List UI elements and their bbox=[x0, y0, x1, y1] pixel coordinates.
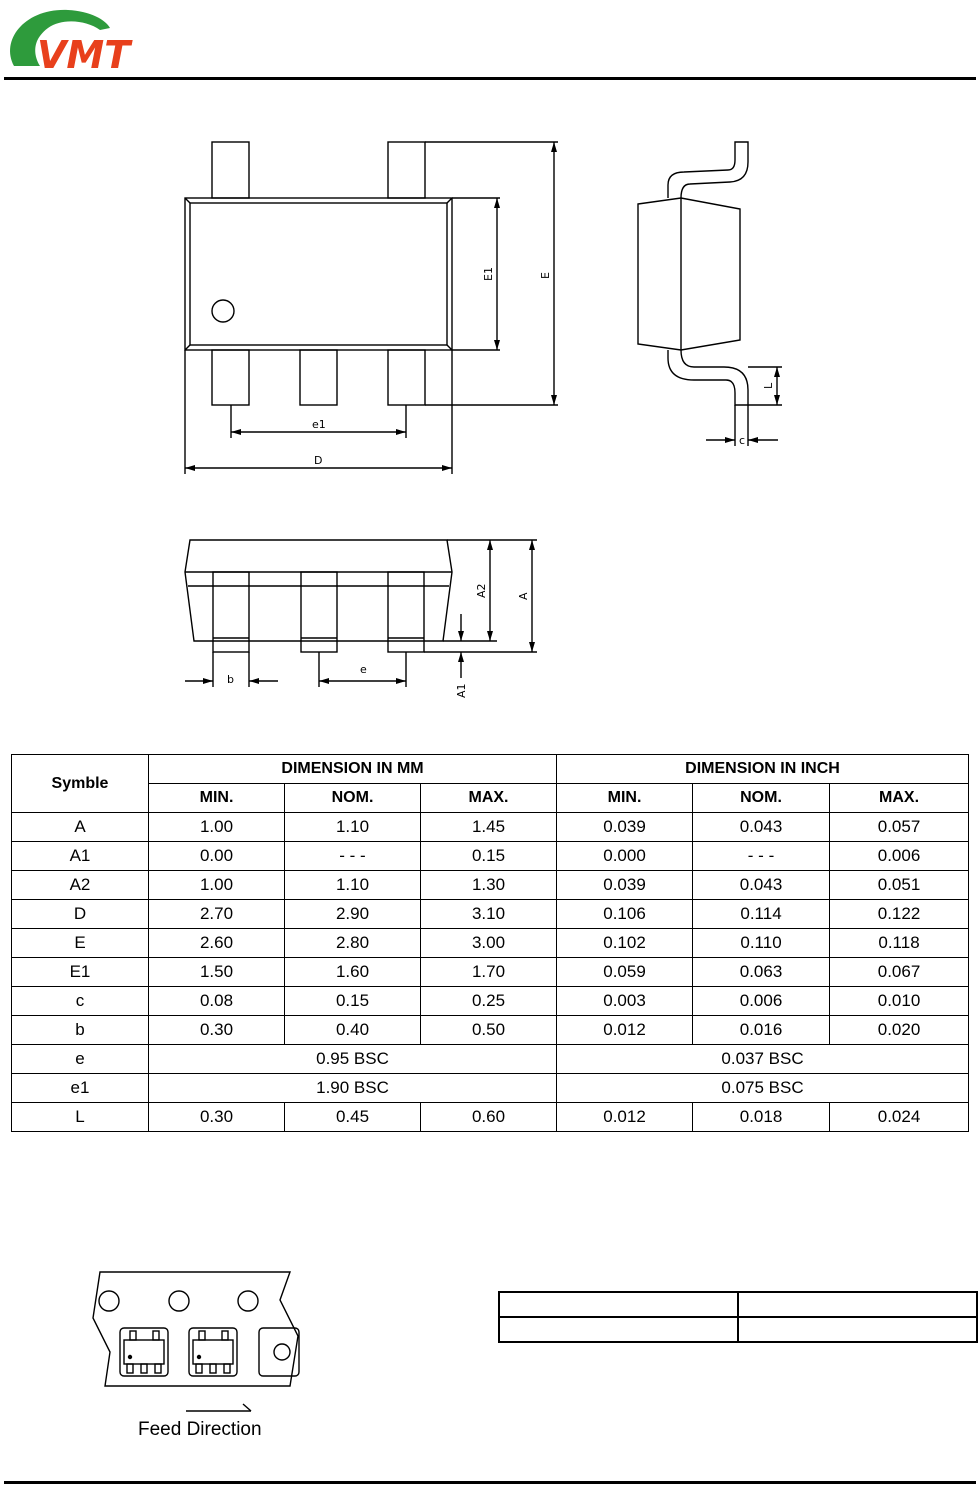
sprocket-hole bbox=[238, 1291, 258, 1311]
package-outline-drawing bbox=[0, 0, 980, 720]
symbol-cell: e1 bbox=[12, 1074, 149, 1103]
value-cell: 1.60 bbox=[285, 958, 421, 987]
sub-header: MAX. bbox=[421, 784, 557, 813]
value-cell: 0.08 bbox=[149, 987, 285, 1016]
value-cell: 0.122 bbox=[830, 900, 969, 929]
value-cell: 1.45 bbox=[421, 813, 557, 842]
dimension-table bbox=[11, 754, 969, 1132]
value-cell: 1.10 bbox=[285, 871, 421, 900]
front-lead-2 bbox=[301, 572, 337, 652]
value-cell: 1.10 bbox=[285, 813, 421, 842]
value-cell: 1.30 bbox=[421, 871, 557, 900]
lead-top-2 bbox=[388, 142, 425, 198]
pack-cell bbox=[499, 1292, 738, 1317]
table-row bbox=[12, 813, 969, 842]
symbol-cell: D bbox=[12, 900, 149, 929]
pack-cell bbox=[499, 1317, 738, 1342]
dim-label-b: b bbox=[227, 673, 234, 686]
front-lead-3 bbox=[388, 572, 424, 652]
pocket-2 bbox=[189, 1328, 237, 1376]
table-row bbox=[12, 1016, 969, 1045]
value-cell: 0.110 bbox=[693, 929, 830, 958]
value-cell: 0.60 bbox=[421, 1103, 557, 1132]
value-cell: 0.30 bbox=[149, 1016, 285, 1045]
table-row bbox=[12, 1074, 969, 1103]
dim-label-A1: A1 bbox=[455, 683, 468, 698]
symbol-cell: A2 bbox=[12, 871, 149, 900]
value-cell: 0.059 bbox=[557, 958, 693, 987]
sub-header-row bbox=[12, 784, 969, 813]
value-cell: 0.15 bbox=[421, 842, 557, 871]
sub-header: MIN. bbox=[557, 784, 693, 813]
value-cell: 0.051 bbox=[830, 871, 969, 900]
dim-label-e1: e1 bbox=[312, 418, 326, 431]
symbol-cell: E1 bbox=[12, 958, 149, 987]
symbol-cell: c bbox=[12, 987, 149, 1016]
value-cell: - - - bbox=[285, 842, 421, 871]
value-cell: 0.30 bbox=[149, 1103, 285, 1132]
value-cell: 0.006 bbox=[693, 987, 830, 1016]
value-cell: 0.114 bbox=[693, 900, 830, 929]
logo-text: VMT bbox=[37, 33, 131, 77]
value-cell: 2.90 bbox=[285, 900, 421, 929]
value-cell: 0.075 BSC bbox=[557, 1074, 969, 1103]
value-cell: 0.25 bbox=[421, 987, 557, 1016]
sub-header: NOM. bbox=[693, 784, 830, 813]
pack-cell bbox=[738, 1317, 977, 1342]
value-cell: 0.067 bbox=[830, 958, 969, 987]
mm-header: DIMENSION IN MM bbox=[149, 755, 557, 784]
symbol-cell: e bbox=[12, 1045, 149, 1074]
front-view-body bbox=[185, 540, 452, 641]
top-view-body bbox=[185, 198, 452, 350]
value-cell: 0.024 bbox=[830, 1103, 969, 1132]
sprocket-hole bbox=[99, 1291, 119, 1311]
sub-header: MAX. bbox=[830, 784, 969, 813]
symbol-cell: A bbox=[12, 813, 149, 842]
table-row bbox=[12, 929, 969, 958]
value-cell: 1.50 bbox=[149, 958, 285, 987]
value-cell: 0.063 bbox=[693, 958, 830, 987]
dim-label-E1: E1 bbox=[482, 267, 495, 281]
dim-label-c: c bbox=[739, 434, 746, 447]
symbol-cell: b bbox=[12, 1016, 149, 1045]
side-lead-top bbox=[668, 142, 748, 198]
sub-header: NOM. bbox=[285, 784, 421, 813]
value-cell: 0.043 bbox=[693, 813, 830, 842]
symbol-cell: L bbox=[12, 1103, 149, 1132]
value-cell: 0.15 bbox=[285, 987, 421, 1016]
table-row bbox=[12, 842, 969, 871]
lead-bottom-1 bbox=[212, 350, 249, 405]
value-cell: 0.118 bbox=[830, 929, 969, 958]
lead-top-1 bbox=[212, 142, 249, 198]
value-cell: 1.00 bbox=[149, 871, 285, 900]
top-view-body-inner bbox=[190, 203, 447, 345]
tape-outline bbox=[93, 1272, 298, 1386]
table-row bbox=[12, 871, 969, 900]
value-cell: 1.00 bbox=[149, 813, 285, 842]
value-cell: 0.016 bbox=[693, 1016, 830, 1045]
value-cell: 0.50 bbox=[421, 1016, 557, 1045]
dim-label-e: e bbox=[360, 663, 367, 676]
pocket-3 bbox=[259, 1328, 299, 1376]
table-row bbox=[12, 1103, 969, 1132]
value-cell: 3.10 bbox=[421, 900, 557, 929]
lead-bottom-2 bbox=[300, 350, 337, 405]
sprocket-hole bbox=[169, 1291, 189, 1311]
value-cell: 0.010 bbox=[830, 987, 969, 1016]
value-cell: 0.000 bbox=[557, 842, 693, 871]
feed-direction-label: Feed Direction bbox=[138, 1419, 262, 1440]
pack-cell bbox=[738, 1292, 977, 1317]
value-cell: 3.00 bbox=[421, 929, 557, 958]
value-cell: 0.020 bbox=[830, 1016, 969, 1045]
value-cell: 0.043 bbox=[693, 871, 830, 900]
table-row bbox=[12, 958, 969, 987]
side-view-body bbox=[638, 198, 740, 350]
value-cell: 0.003 bbox=[557, 987, 693, 1016]
dim-label-A: A bbox=[517, 592, 530, 600]
value-cell: 0.057 bbox=[830, 813, 969, 842]
value-cell: 0.102 bbox=[557, 929, 693, 958]
footer-rule bbox=[4, 1481, 976, 1484]
value-cell: 1.90 BSC bbox=[149, 1074, 557, 1103]
value-cell: 0.00 bbox=[149, 842, 285, 871]
inch-header: DIMENSION IN INCH bbox=[557, 755, 969, 784]
dim-label-L: L bbox=[762, 382, 775, 389]
value-cell: 2.70 bbox=[149, 900, 285, 929]
value-cell: 0.012 bbox=[557, 1016, 693, 1045]
dim-label-A2: A2 bbox=[475, 583, 488, 598]
table-row bbox=[12, 1045, 969, 1074]
value-cell: 0.45 bbox=[285, 1103, 421, 1132]
dim-label-E: E bbox=[539, 272, 552, 279]
value-cell: 0.006 bbox=[830, 842, 969, 871]
value-cell: 0.95 BSC bbox=[149, 1045, 557, 1074]
table-row bbox=[12, 900, 969, 929]
side-lead-bottom bbox=[668, 350, 748, 405]
value-cell: - - - bbox=[693, 842, 830, 871]
table-row bbox=[12, 987, 969, 1016]
front-lead-1 bbox=[213, 572, 249, 652]
value-cell: 0.039 bbox=[557, 813, 693, 842]
lead-bottom-3 bbox=[388, 350, 425, 405]
dim-label-D: D bbox=[314, 454, 323, 467]
value-cell: 0.018 bbox=[693, 1103, 830, 1132]
value-cell: 0.012 bbox=[557, 1103, 693, 1132]
pin1-marker bbox=[212, 300, 234, 322]
value-cell: 1.70 bbox=[421, 958, 557, 987]
sub-header: MIN. bbox=[149, 784, 285, 813]
value-cell: 0.039 bbox=[557, 871, 693, 900]
symbol-cell: E bbox=[12, 929, 149, 958]
symbol-cell: A1 bbox=[12, 842, 149, 871]
value-cell: 2.60 bbox=[149, 929, 285, 958]
value-cell: 2.80 bbox=[285, 929, 421, 958]
packing-table bbox=[498, 1291, 978, 1343]
pocket-1 bbox=[120, 1328, 168, 1376]
value-cell: 0.40 bbox=[285, 1016, 421, 1045]
value-cell: 0.106 bbox=[557, 900, 693, 929]
symbol-header: Symble bbox=[12, 755, 149, 813]
value-cell: 0.037 BSC bbox=[557, 1045, 969, 1074]
